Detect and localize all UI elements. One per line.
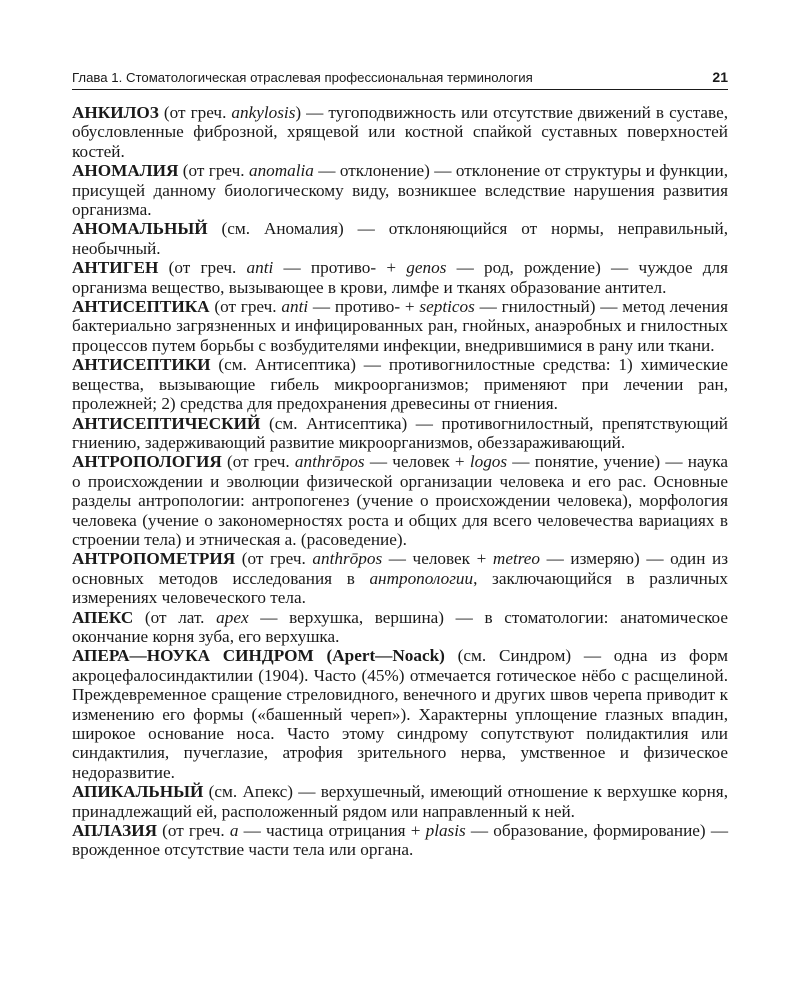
entry-italic-text: антропологии — [369, 568, 474, 588]
entry-italic-text: logos — [469, 452, 508, 472]
entry-text: — понятие, учение) — наука о происхождении и эволюции физической организации человека и его рас. Основные разделы антропологии: антропогенез (учение о происхождении человека), морфология человека (учение о закономерностях роста и общих для всего человечества вариациях в строении тела) и этническая а. (расоведение). — [72, 452, 728, 549]
entry-term: АНТРОПОМЕТРИЯ — [72, 549, 236, 569]
entry-term: АПЕРА—НОУКА СИНДРОМ (Apert—Noack) — [72, 646, 445, 666]
entry-text: (см. Антисептика) — противогнилостный, препятствующий гниению, задерживающий развитие микроорганизмов, обеззараживающий. — [72, 413, 728, 452]
entry-italic-text: metreo — [492, 549, 541, 569]
entry-text: (от греч. — [178, 161, 249, 181]
entry-text: — измеряю) — один из основных методов исследования в — [72, 549, 728, 588]
entry-text: (см. Аномалия) — отклоняющийся от нормы, неправильный, необычный. — [72, 219, 728, 258]
entry-text: (см. Синдром) — одна из форм акроцефалосиндактилии (1904). Часто (45%) отмечается готическое нёбо с расщелиной. Преждевременное сращение стреловидного, венечного и других швов черепа приводит к изменению его формы («башенный череп»). Характерны уплощение глазных впадин, широкое основание носа. Часто этому синдрому сопутствуют полидактилия или синдактилия, пучеглазие, атрофия зрительного нерва, умственное и физическое недоразвитие. — [72, 646, 728, 782]
entry-italic-text: apex — [216, 607, 249, 627]
entry-term: АПЛАЗИЯ — [72, 821, 157, 841]
entry-text: (от греч. — [158, 258, 247, 278]
glossary-entry — [72, 103, 728, 161]
entry-text: (от греч. — [209, 297, 282, 317]
glossary-entry — [72, 646, 728, 782]
glossary-entry — [72, 452, 728, 549]
entry-term: АНОМАЛЬНЫЙ — [72, 219, 208, 239]
glossary-entry — [72, 258, 728, 297]
entry-text: — род, рождение) — чуждое для организма вещество, вызывающее в крови, лимфе и тканях образование антител. — [72, 258, 728, 297]
entry-text: — человек + — [382, 549, 493, 569]
entry-italic-text: septicos — [419, 297, 475, 317]
glossary-entry — [72, 608, 728, 647]
entry-text: — отклонение) — отклонение от структуры и функции, присущей данному биологическому виду, возникшее вследствие нарушения развития организма. — [72, 161, 728, 220]
entry-text: (см. Антисептика) — противогнилостные средства: 1) химические вещества, вызывающие гибель микроорганизмов; применяют при лечении ран, пролежней; 2) средства для предохранения древесины от гниения. — [72, 355, 728, 414]
entry-term: АНТИСЕПТИЧЕСКИЙ — [72, 413, 261, 433]
entry-term: АНТИСЕПТИКА — [72, 297, 210, 317]
entry-term: АПИКАЛЬНЫЙ — [72, 782, 204, 802]
glossary-entry — [72, 161, 728, 219]
entry-term: АНКИЛОЗ — [72, 103, 159, 122]
entry-text: (от греч. — [235, 549, 313, 569]
page-header — [72, 68, 728, 90]
entry-italic-text: genos — [406, 258, 447, 278]
entry-term: АНОМАЛИЯ — [72, 161, 179, 181]
glossary-entry — [72, 219, 728, 258]
entry-text: — противо- + — [273, 258, 407, 278]
entry-italic-text: ankylosis — [231, 103, 296, 122]
entry-text: — образование, формирование) — врожденное отсутствие части тела или органа. — [72, 821, 729, 860]
entry-text: (от лат. — [133, 607, 217, 627]
entry-term: АНТИГЕН — [72, 258, 159, 278]
entry-text: — человек + — [364, 452, 470, 472]
entry-italic-text: anthrōpos — [294, 452, 365, 472]
glossary-entry — [72, 297, 728, 355]
glossary-entry — [72, 821, 728, 860]
entry-italic-text: anti — [246, 258, 274, 278]
entry-text: — противо- + — [308, 297, 420, 317]
entry-text: (от греч. — [157, 821, 230, 841]
entry-text: (от греч. — [221, 452, 295, 472]
entry-italic-text: anomalia — [248, 161, 314, 181]
entry-italic-text: plasis — [425, 821, 466, 841]
entry-text: ) — тугоподвижность или отсутствие движений в суставе, обусловленные фиброзной, хрящевой или костной спайкой суставных поверхностей костей. — [72, 103, 728, 161]
entry-text: (см. Апекс) — верхушечный, имеющий отношение к верхушке корня, принадлежащий ей, расположенный рядом или направленный к ней. — [72, 782, 728, 821]
glossary-entry — [72, 355, 728, 413]
entry-term: АПЕКС — [72, 607, 134, 627]
entry-italic-text: anti — [281, 297, 309, 317]
chapter-title: Глава 1. Стоматологическая отраслевая профессиональная терминология — [72, 70, 533, 85]
glossary-entry — [72, 414, 728, 453]
entry-italic-text: anthrōpos — [312, 549, 383, 569]
glossary-entry — [72, 549, 728, 607]
entry-text: (от греч. — [158, 103, 232, 122]
entry-text: — верхушка, вершина) — в стоматологии: анатомическое окончание корня зуба, его верхушка. — [72, 607, 728, 646]
entry-text: — гнилостный) — метод лечения бактериально загрязненных и инфицированных ран, гнойных, анаэробных и гнилостных процессов путем борьбы с возбудителями инфекции, внедрившимися в рану или ткани. — [72, 297, 728, 355]
entry-italic-text: a — [229, 821, 239, 841]
entry-term: АНТИСЕПТИКИ — [72, 355, 211, 375]
entry-term: АНТРОПОЛОГИЯ — [72, 452, 222, 472]
entry-text: , заключающийся в различных измерениях человеческого тела. — [72, 568, 728, 608]
glossary-entry — [72, 782, 728, 821]
entry-text: — частица отрицания + — [238, 821, 426, 841]
glossary-body — [72, 103, 728, 860]
page-number: 21 — [712, 69, 728, 85]
